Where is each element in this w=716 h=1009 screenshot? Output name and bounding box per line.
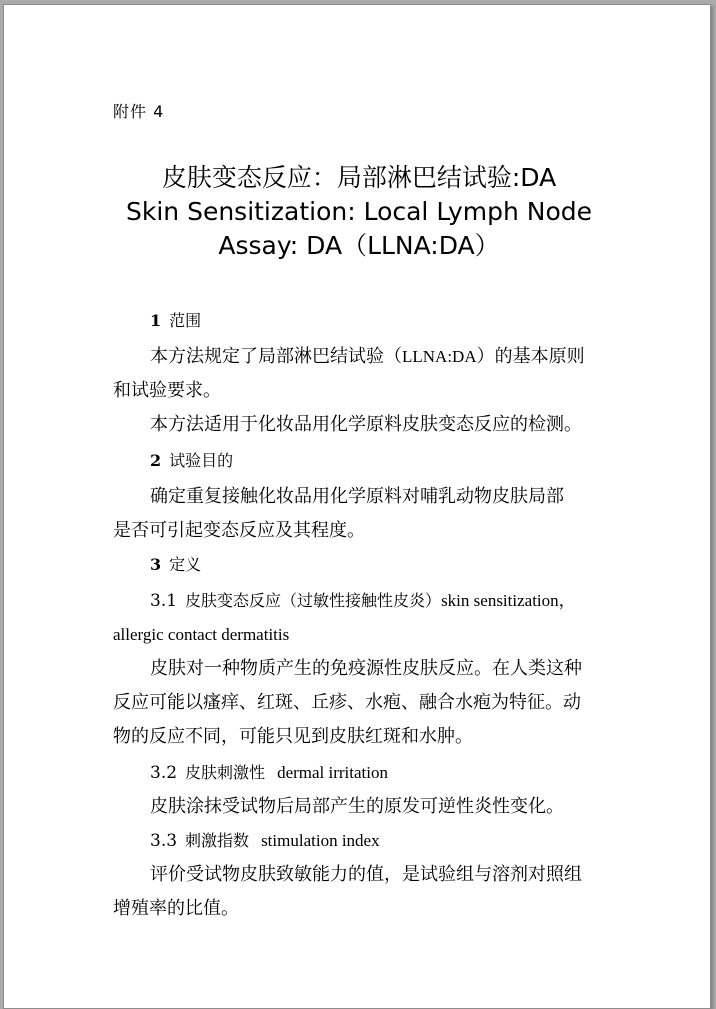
definition-term-english: stimulation index (261, 831, 380, 850)
definition-term: 皮肤变态反应（过敏性接触性皮炎） (185, 591, 442, 610)
definition-term-english: dermal irritation (277, 763, 388, 782)
text: ）的基本原则 (476, 346, 585, 367)
title-english-line2: Assay: DA（LLNA:DA） (218, 231, 500, 260)
definition-number: 3.2 (150, 763, 178, 783)
section-1-paragraph-1-line-2: 和试验要求。 (113, 380, 221, 401)
title-english-line1: Skin Sensitization: Local Lymph Node (125, 197, 593, 226)
definition-3-1-body-line-3: 物的反应不同，可能只见到皮肤红斑和水肿。 (113, 726, 473, 747)
section-title: 定义 (169, 555, 202, 574)
section-number: 1 (150, 311, 162, 330)
title-chinese: 皮肤变态反应：局部淋巴结试验:DA (161, 163, 557, 192)
definition-3-3-body-line-1: 评价受试物皮肤致敏能力的值，是试验组与溶剂对照组 (150, 864, 582, 885)
section-2-paragraph-line-1: 确定重复接触化妆品用化学原料对哺乳动物皮肤局部 (150, 486, 564, 507)
definition-3-1-body-line-2: 反应可能以瘙痒、红斑、丘疹、水疱、融合水疱为特征。动 (113, 692, 581, 713)
definition-3-1-body-line-1: 皮肤对一种物质产生的免疫源性皮肤反应。在人类这种 (150, 658, 582, 679)
definition-term: 皮肤刺激性 (185, 763, 266, 782)
definition-number: 3.1 (150, 591, 178, 611)
definition-3-2-heading (150, 761, 388, 785)
section-2-paragraph-line-2: 是否可引起变态反应及其程度。 (113, 520, 365, 541)
abbreviation: LLNA:DA (402, 347, 477, 366)
section-title: 范围 (169, 311, 202, 330)
definition-3-1-heading (150, 589, 576, 613)
section-1-paragraph-1-line-1 (150, 345, 585, 369)
definition-term-english: skin sensitization， (441, 591, 576, 610)
definition-term: 刺激指数 (185, 831, 250, 850)
section-title: 试验目的 (169, 451, 234, 470)
section-3-heading (150, 553, 201, 577)
document-page (3, 4, 711, 1009)
definition-number: 3.3 (150, 831, 178, 851)
section-1-heading (150, 309, 201, 333)
definition-3-3-body-line-2: 增殖率的比值。 (113, 898, 239, 919)
section-number: 2 (150, 451, 162, 470)
text: 本方法规定了局部淋巴结试验（ (150, 346, 402, 367)
definition-3-2-body: 皮肤涂抹受试物后局部产生的原发可逆性炎性变化。 (150, 796, 564, 817)
section-1-paragraph-2: 本方法适用于化妆品用化学原料皮肤变态反应的检测。 (150, 414, 582, 435)
section-number: 3 (150, 555, 162, 574)
definition-3-1-english-continuation: allergic contact dermatitis (113, 625, 290, 644)
definition-3-3-heading (150, 829, 380, 853)
section-2-heading (150, 449, 233, 473)
attachment-label: 附件 4 (113, 102, 165, 121)
